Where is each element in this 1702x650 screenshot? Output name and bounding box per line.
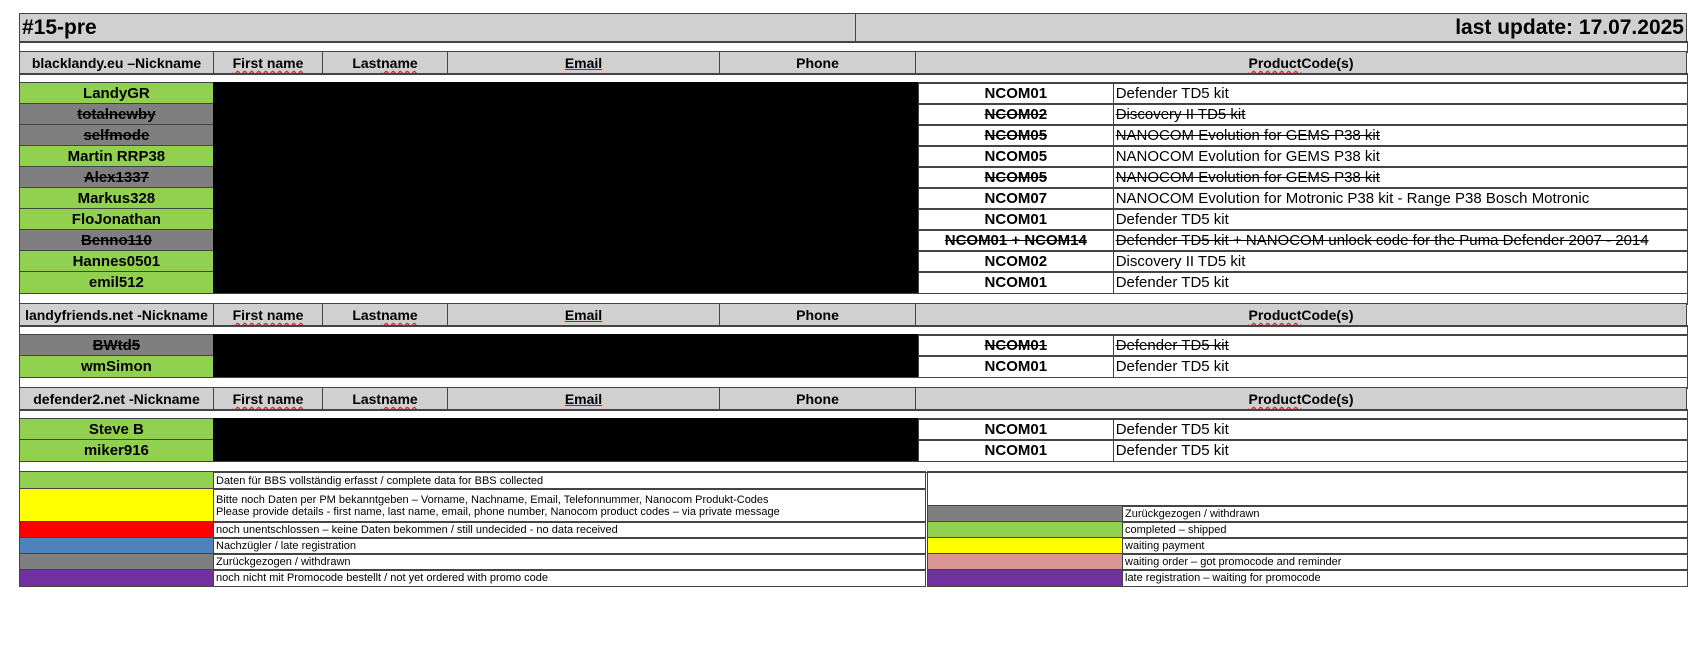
phone-header[interactable]: Phone [719, 387, 916, 411]
legend-description [213, 488, 926, 523]
last-name-header[interactable]: Last name [322, 51, 448, 75]
legend-status-description: late registration – waiting for promocode [1122, 569, 1688, 587]
product-code-cell[interactable]: NCOM01 [918, 334, 1114, 357]
product-description-cell[interactable]: NANOCOM Evolution for GEMS P38 kit [1113, 145, 1688, 168]
product-description-cell[interactable]: NANOCOM Evolution for GEMS P38 kit [1113, 166, 1688, 189]
product-codes-header[interactable]: Product Code(s) [915, 303, 1687, 327]
title-row [20, 14, 1688, 43]
product-description-cell[interactable]: Defender TD5 kit [1113, 355, 1688, 378]
table-row [20, 104, 1688, 126]
redacted-contact-cells [213, 208, 919, 231]
nickname-cell[interactable]: Benno110 [19, 229, 214, 252]
legend-status-description: waiting order – got promocode and reminder [1122, 553, 1688, 571]
nickname-header[interactable]: defender2.net -Nickname [19, 387, 214, 411]
redacted-contact-cells [213, 145, 919, 168]
legend-line: noch unentschlossen – keine Daten bekommen / still undecided - no data received [216, 524, 618, 536]
email-header[interactable]: Email [447, 51, 720, 75]
nickname-cell[interactable]: totalnewby [19, 103, 214, 126]
product-description-cell[interactable]: Defender TD5 kit [1113, 208, 1688, 231]
product-description-cell[interactable]: Discovery II TD5 kit [1113, 250, 1688, 273]
redacted-contact-cells [213, 418, 919, 441]
legend-line: Bitte noch Daten per PM bekanntgeben – Vorname, Nachname, Email, Telefonnummer, Nanocom Produkt-Codes [216, 493, 769, 506]
product-codes-header[interactable]: Product Code(s) [915, 51, 1687, 75]
product-code-cell[interactable]: NCOM02 [918, 250, 1114, 273]
nickname-cell[interactable]: FloJonathan [19, 208, 214, 231]
product-code-cell[interactable]: NCOM07 [918, 187, 1114, 210]
legend-status-description: Zurückgezogen / withdrawn [1122, 505, 1688, 523]
redacted-contact-cells [213, 166, 919, 189]
last-name-header[interactable]: Last name [322, 387, 448, 411]
legend-line: Nachzügler / late registration [216, 540, 357, 552]
nickname-cell[interactable]: emil512 [19, 271, 214, 294]
product-code-cell[interactable]: NCOM01 [918, 355, 1114, 378]
nickname-header[interactable]: blacklandy.eu –Nickname [19, 51, 214, 75]
legend-right-blank-cell [927, 471, 1688, 507]
legend-status-description: waiting payment [1122, 537, 1688, 555]
nickname-cell[interactable]: selfmode [19, 124, 214, 147]
last-update[interactable]: last update: 17.07.2025 [855, 13, 1687, 43]
nickname-cell[interactable]: Hannes0501 [19, 250, 214, 273]
redacted-contact-cells [213, 124, 919, 147]
legend-status-description: completed – shipped [1122, 521, 1688, 539]
table-row [20, 83, 1688, 105]
nickname-cell[interactable]: BWtd5 [19, 334, 214, 357]
legend-line: Zurückgezogen / withdrawn [216, 556, 351, 568]
product-description-cell[interactable]: Defender TD5 kit [1113, 82, 1688, 105]
legend-right-blank [928, 472, 1689, 507]
table-row [20, 167, 1688, 189]
nickname-cell[interactable]: wmSimon [19, 355, 214, 378]
product-code-cell[interactable]: NCOM01 [918, 208, 1114, 231]
table-row [20, 209, 1688, 231]
product-description-cell[interactable]: NANOCOM Evolution for Motronic P38 kit - Range P38 Bosch Motronic [1113, 187, 1688, 210]
phone-header[interactable]: Phone [719, 303, 916, 327]
product-description-cell[interactable]: Defender TD5 kit [1113, 418, 1688, 441]
redacted-contact-cells [213, 82, 919, 105]
legend-line: noch nicht mit Promocode bestellt / not yet ordered with promo code [216, 572, 549, 584]
product-description-cell[interactable]: NANOCOM Evolution for GEMS P38 kit [1113, 124, 1688, 147]
nickname-cell[interactable]: Markus328 [19, 187, 214, 210]
redacted-contact-cells [213, 187, 919, 210]
product-code-cell[interactable]: NCOM05 [918, 166, 1114, 189]
table-row [20, 251, 1688, 273]
redacted-contact-cells [213, 334, 919, 357]
redacted-contact-cells [213, 271, 919, 294]
first-name-header[interactable]: First name [213, 51, 323, 75]
product-description-cell[interactable]: Discovery II TD5 kit [1113, 103, 1688, 126]
product-code-cell[interactable]: NCOM01 + NCOM14 [918, 229, 1114, 252]
table-row [20, 356, 1688, 378]
nickname-cell[interactable]: Steve B [19, 418, 214, 441]
nickname-cell[interactable]: LandyGR [19, 82, 214, 105]
nickname-header[interactable]: landyfriends.net -Nickname [19, 303, 214, 327]
product-codes-header[interactable]: Product Code(s) [915, 387, 1687, 411]
redacted-contact-cells [213, 250, 919, 273]
section-header-row [20, 304, 1688, 327]
product-code-cell[interactable]: NCOM05 [918, 145, 1114, 168]
legend-status-swatch [927, 569, 1123, 587]
product-code-cell[interactable]: NCOM01 [918, 439, 1114, 462]
table-row [20, 230, 1688, 252]
product-description-cell[interactable]: Defender TD5 kit + NANOCOM unlock code for the Puma Defender 2007 - 2014 [1113, 229, 1688, 252]
product-code-cell[interactable]: NCOM01 [918, 271, 1114, 294]
section-header-row [20, 52, 1688, 75]
email-header[interactable]: Email [447, 387, 720, 411]
product-code-cell[interactable]: NCOM01 [918, 418, 1114, 441]
last-name-header[interactable]: Last name [322, 303, 448, 327]
redacted-contact-cells [213, 355, 919, 378]
redacted-contact-cells [213, 439, 919, 462]
section-header-row [20, 388, 1688, 411]
table-row [20, 335, 1688, 357]
first-name-header[interactable]: First name [213, 387, 323, 411]
table-row [20, 188, 1688, 210]
product-code-cell[interactable]: NCOM01 [918, 82, 1114, 105]
nickname-cell[interactable]: Martin RRP38 [19, 145, 214, 168]
product-description-cell[interactable]: Defender TD5 kit [1113, 271, 1688, 294]
table-row [20, 272, 1688, 294]
product-code-cell[interactable]: NCOM02 [918, 103, 1114, 126]
table-row [20, 125, 1688, 147]
table-row [20, 440, 1688, 462]
product-code-cell[interactable]: NCOM05 [918, 124, 1114, 147]
legend-color-swatch [19, 488, 214, 523]
nickname-cell[interactable]: Alex1337 [19, 166, 214, 189]
product-description-cell[interactable]: Defender TD5 kit [1113, 439, 1688, 462]
redacted-contact-cells [213, 103, 919, 126]
legend-left-row [20, 489, 929, 523]
legend-line: Please provide details - first name, last name, email, phone number, Nanocom product codes – via private message [216, 505, 780, 518]
product-description-cell[interactable]: Defender TD5 kit [1113, 334, 1688, 357]
legend-line: Daten für BBS vollständig erfasst / complete data for BBS collected [216, 474, 544, 487]
table-row [20, 146, 1688, 168]
legend-right-row [928, 570, 1689, 587]
legend-color-swatch [19, 569, 214, 587]
legend-description [213, 569, 926, 587]
phone-header[interactable]: Phone [719, 51, 916, 75]
sheet-title[interactable]: #15-pre [19, 13, 856, 43]
legend-left-row [20, 570, 929, 587]
email-header[interactable]: Email [447, 303, 720, 327]
table-row [20, 419, 1688, 441]
redacted-contact-cells [213, 229, 919, 252]
first-name-header[interactable]: First name [213, 303, 323, 327]
nickname-cell[interactable]: miker916 [19, 439, 214, 462]
